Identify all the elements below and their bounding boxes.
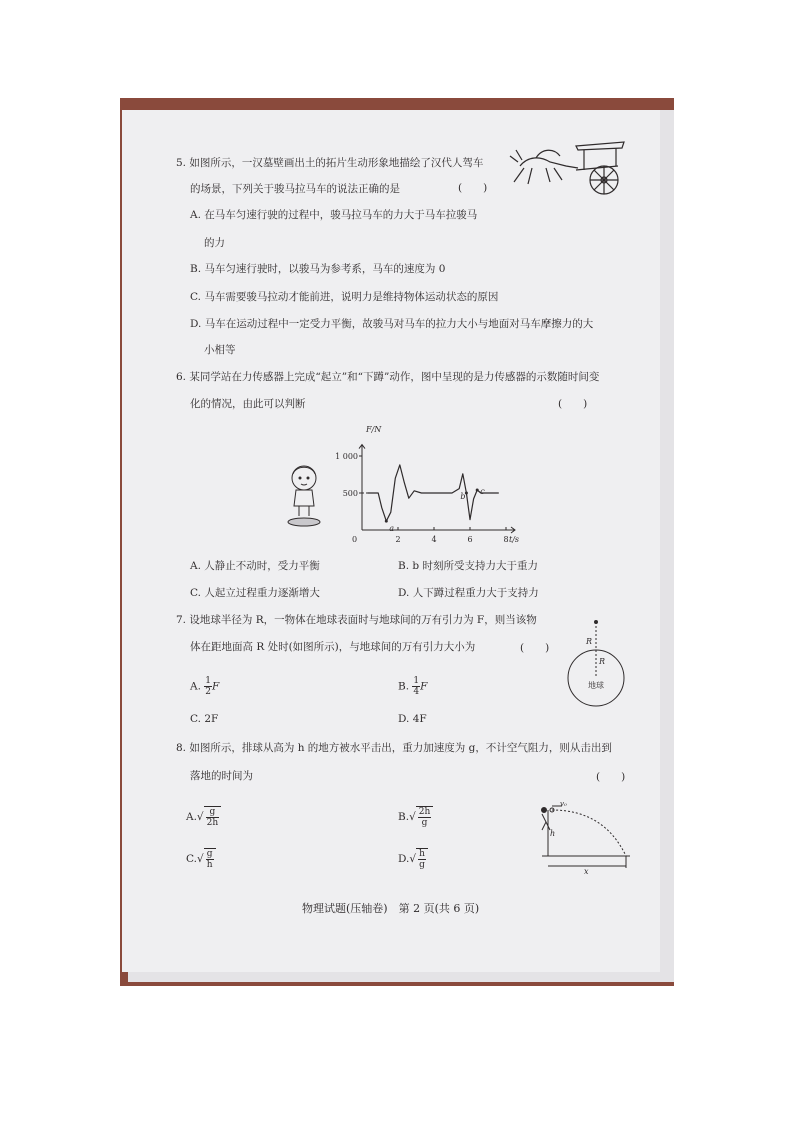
volleyball-projectile-diagram <box>534 800 634 876</box>
q5-answer-blank[interactable]: ( ) <box>458 182 488 194</box>
x-tick-label: 8 <box>503 535 509 544</box>
fig-v0-label: v₀ <box>560 800 567 808</box>
q5-option-a-line1: A. 在马车匀速行驶的过程中，骏马拉马车的力大于马车拉骏马 <box>190 209 478 221</box>
q8-option-b-label: B. <box>398 811 410 823</box>
numerator: 2h <box>418 807 431 817</box>
point-label-b: b <box>460 492 466 501</box>
q8-option-a-label: A. <box>186 811 197 823</box>
denominator: 2h <box>206 818 219 828</box>
sqrt-sign: √ <box>409 811 416 823</box>
q8-option-b <box>398 806 433 828</box>
radicand <box>204 848 216 870</box>
radicand <box>416 848 428 870</box>
fraction <box>418 807 432 828</box>
q5-option-c: C. 马车需要骏马拉动才能前进，说明力是维持物体运动状态的原因 <box>190 291 499 303</box>
denominator: 4 <box>413 687 420 697</box>
force-time-chart <box>335 422 530 544</box>
x-tick-label: 6 <box>467 535 473 544</box>
q7-option-b <box>398 676 427 697</box>
denominator: g <box>419 860 425 870</box>
q7-option-c: C. 2F <box>190 713 219 725</box>
q7-option-a <box>190 676 219 697</box>
numerator: 1 <box>205 676 211 686</box>
sqrt-sign: √ <box>197 853 204 865</box>
x-axis-label: t/s <box>509 535 520 544</box>
q6-stem-line1: 6. 某同学站在力传感器上完成“起立”和“下蹲”动作，图中呈现的是力传感器的示数随时间变 <box>176 371 600 383</box>
q8-stem-line2: 落地的时间为 <box>190 770 253 782</box>
fig-earth-label: 地球 <box>588 681 604 690</box>
point-a <box>385 520 388 523</box>
variable: F <box>420 680 428 693</box>
numerator: g <box>206 849 213 859</box>
earth-radius-diagram <box>566 612 624 708</box>
q7-option-b-label: B. <box>398 680 410 693</box>
fig-radius-label-upper: R <box>586 637 593 646</box>
q8-option-d <box>398 848 428 870</box>
denominator: g <box>421 818 428 828</box>
numerator: g <box>206 807 220 818</box>
fraction <box>204 676 212 697</box>
origin-label: 0 <box>352 535 358 544</box>
force-curve <box>367 465 498 521</box>
q6-option-c: C. 人起立过程重力逐渐增大 <box>190 587 320 599</box>
fraction <box>418 849 426 870</box>
q6-stem-line2: 化的情况，由此可以判断 <box>190 398 306 410</box>
q8-option-c <box>186 848 216 870</box>
q8-stem-line1: 8. 如图所示，排球从高为 h 的地方被水平击出，重力加速度为 g，不计空气阻力，则从击出到 <box>176 742 612 754</box>
student-on-sensor-illustration <box>282 460 328 532</box>
variable: F <box>212 680 220 693</box>
numerator: 1 <box>413 676 420 686</box>
q8-option-d-label: D. <box>398 853 410 865</box>
q7-option-d: D. 4F <box>398 713 427 725</box>
chariot-illustration <box>506 136 628 198</box>
q6-option-b: B. b 时刻所受支持力大于重力 <box>398 560 538 572</box>
q7-option-a-label: A. <box>190 680 201 693</box>
q5-option-d-line1: D. 马车在运动过程中一定受力平衡，故骏马对马车的拉力大小与地面对马车摩擦力的大 <box>190 318 594 330</box>
y-tick-label: 500 <box>342 489 358 498</box>
q7-stem-line1: 7. 设地球半径为 R，一物体在地球表面时与地球间的万有引力为 F，则当该物 <box>176 614 537 626</box>
q5-option-a-line2: 的力 <box>204 237 225 249</box>
denominator: h <box>206 860 213 870</box>
fraction <box>412 676 420 697</box>
fig-x-label: x <box>584 867 589 876</box>
point-label-c: c <box>480 487 485 497</box>
q6-option-a: A. 人静止不动时，受力平衡 <box>190 560 320 572</box>
q8-answer-blank[interactable]: ( ) <box>596 771 626 783</box>
fig-radius-label-lower: R <box>599 657 606 666</box>
sqrt-sign: √ <box>196 811 204 823</box>
numerator: h <box>419 849 425 859</box>
y-axis-label: F/N <box>366 425 382 434</box>
q5-stem-line2: 的场景，下列关于骏马拉马车的说法正确的是 <box>190 183 400 195</box>
x-tick-label: 4 <box>431 535 437 544</box>
sqrt-sign: √ <box>409 853 417 865</box>
q5-stem-line1: 5. 如图所示，一汉墓壁画出土的拓片生动形象地描绘了汉代人驾车 <box>176 157 484 169</box>
fraction <box>206 849 214 870</box>
point-c <box>476 489 479 492</box>
q7-answer-blank[interactable]: ( ) <box>520 642 550 654</box>
q5-option-b: B. 马车匀速行驶时，以骏马为参考系，马车的速度为 0 <box>190 263 446 275</box>
q6-option-d: D. 人下蹲过程重力大于支持力 <box>398 587 539 599</box>
radicand <box>416 806 434 828</box>
page-footer: 物理试题(压轴卷) 第 2 页(共 6 页) <box>302 902 480 915</box>
q8-option-a <box>186 806 221 828</box>
y-tick-label: 1 000 <box>335 452 358 461</box>
q5-option-d-line2: 小相等 <box>204 344 236 356</box>
x-tick-label: 2 <box>395 535 401 544</box>
fig-h-label: h <box>550 829 556 838</box>
q8-option-c-label: C. <box>186 853 197 865</box>
q7-stem-line2: 体在距地面高 R 处时(如图所示)，与地球间的万有引力大小为 <box>190 641 476 653</box>
denominator: 2 <box>205 687 211 697</box>
point-label-a: a <box>389 524 395 534</box>
radicand <box>204 806 222 828</box>
q6-answer-blank[interactable]: ( ) <box>558 398 588 410</box>
fraction <box>206 807 220 828</box>
